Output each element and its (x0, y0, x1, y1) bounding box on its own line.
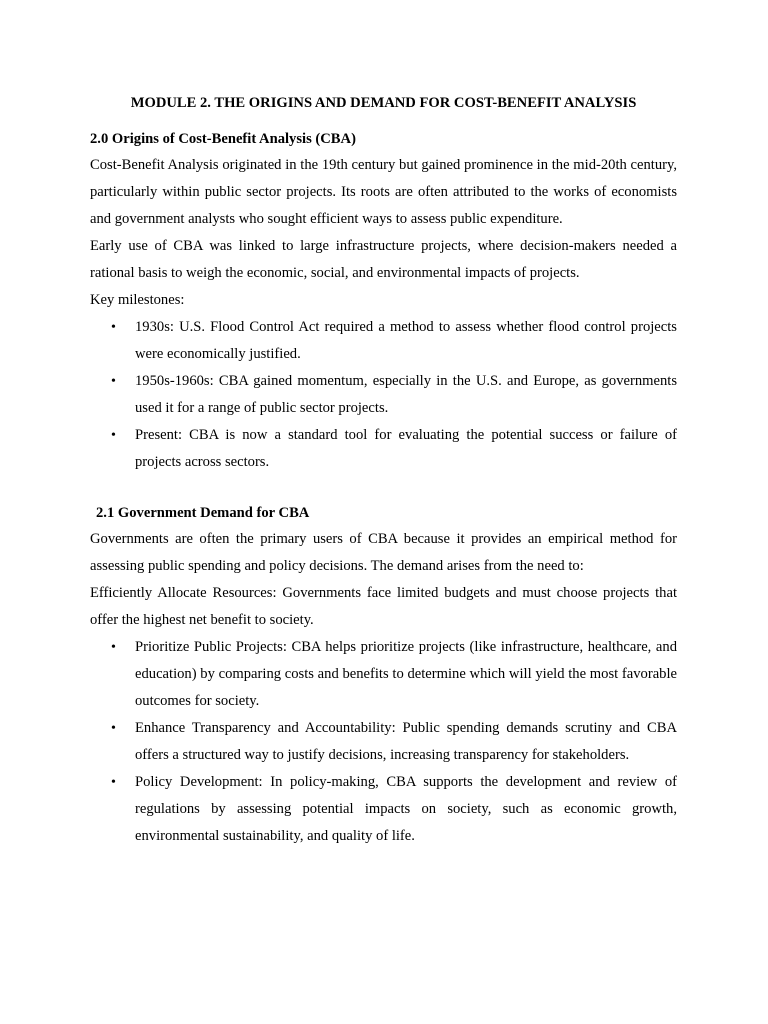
origins-paragraph-1: Cost-Benefit Analysis originated in the 19th century but gained prominence in the mid-20th century, particularly within public sector projects. Its roots are often attributed to the works of economists and government analysts who sought efficient ways to assess public expenditure. (90, 157, 677, 227)
list-item (90, 634, 677, 715)
point-text: Policy Development: In policy-making, CBA supports the development and review of regulations by assessing potential impacts on society, such as economic growth, environmental sustainability, and quality of life. (135, 774, 677, 844)
demand-paragraph-2: Efficiently Allocate Resources: Governments face limited budgets and must choose projects that offer the highest net benefit to society. (90, 585, 677, 628)
point-text: Enhance Transparency and Accountability: Public spending demands scrutiny and CBA offers a structured way to justify decisions, increasing transparency for stakeholders. (135, 720, 677, 763)
milestones-label: Key milestones: (90, 292, 185, 308)
bullet-icon: • (111, 320, 116, 335)
milestone-text: Present: CBA is now a standard tool for evaluating the potential success or failure of projects across sectors. (135, 427, 677, 470)
milestones-list (90, 314, 677, 476)
list-item (90, 422, 677, 476)
module-title: MODULE 2. THE ORIGINS AND DEMAND FOR COST-BENEFIT ANALYSIS (130, 95, 637, 111)
list-item (90, 314, 677, 368)
list-item (90, 715, 677, 769)
point-text: Prioritize Public Projects: CBA helps prioritize projects (like infrastructure, healthcare, and education) by comparing costs and benefits to determine which will yield the most favorable outcomes for society. (135, 639, 677, 709)
bullet-icon: • (111, 775, 116, 790)
bullet-icon: • (111, 640, 116, 655)
bullet-icon: • (111, 428, 116, 443)
bullet-icon: • (111, 374, 116, 389)
section-heading-government-demand: 2.1 Government Demand for CBA (96, 505, 310, 521)
demand-paragraph-1: Governments are often the primary users of CBA because it provides an empirical method for assessing public spending and policy decisions. The demand arises from the need to: (90, 531, 677, 574)
demand-points-list (90, 634, 677, 850)
milestone-text: 1950s-1960s: CBA gained momentum, especially in the U.S. and Europe, as governments used it for a range of public sector projects. (135, 373, 677, 416)
bullet-icon: • (111, 721, 116, 736)
milestone-text: 1930s: U.S. Flood Control Act required a method to assess whether flood control projects were economically justified. (135, 319, 677, 362)
list-item (90, 769, 677, 850)
document-page (90, 90, 677, 850)
section-heading-origins: 2.0 Origins of Cost-Benefit Analysis (CBA) (90, 131, 356, 147)
list-item (90, 368, 677, 422)
origins-paragraph-2: Early use of CBA was linked to large infrastructure projects, where decision-makers needed a rational basis to weigh the economic, social, and environmental impacts of projects. (90, 238, 677, 281)
